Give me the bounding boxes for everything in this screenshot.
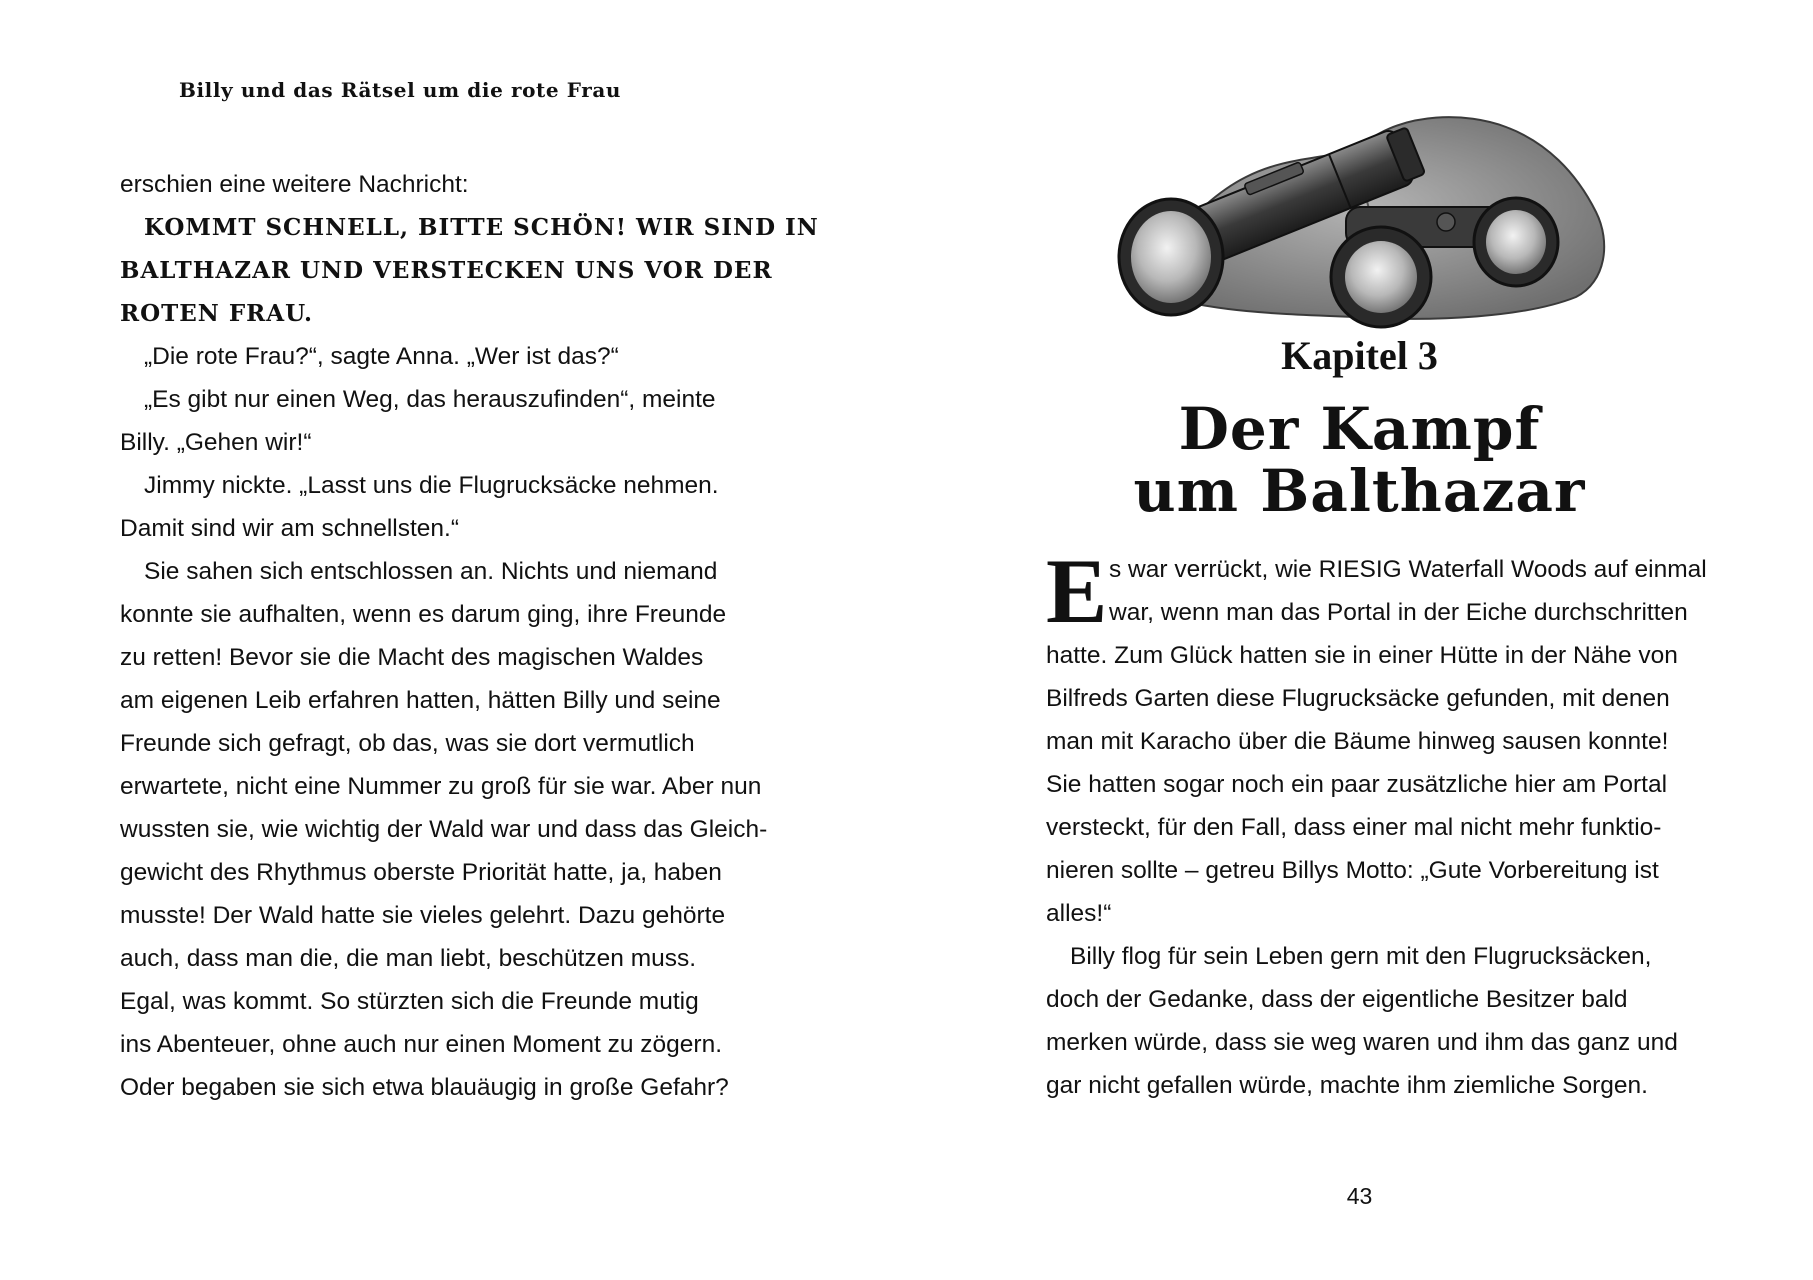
text-line: zu retten! Bevor sie die Macht des magischen Waldes [120,644,704,671]
text-line: konnte sie aufhalten, wenn es darum ging, ihre Freunde [120,601,727,628]
chapter-label: Kapitel 3 [1281,333,1438,378]
text-line: gar nicht gefallen würde, machte ihm ziemliche Sorgen. [1046,1072,1648,1099]
text-line: erschien eine weitere Nachricht: [120,171,469,198]
message-line: BALTHAZAR UND VERSTECKEN UNS VOR DER [120,257,773,284]
text-line: Bilfreds Garten diese Flugrucksäcke gefunden, mit denen [1046,685,1670,712]
drop-cap: E [1046,540,1108,642]
text-line: ins Abenteuer, ohne auch nur einen Moment zu zögern. [120,1031,723,1058]
chapter-title-line: um Balthazar [1133,457,1586,525]
text-line: Sie hatten sogar noch ein paar zusätzliche hier am Portal [1046,771,1668,798]
text-line: hatte. Zum Glück hatten sie in einer Hütte in der Nähe von [1046,642,1678,669]
text-line: Egal, was kommt. So stürzten sich die Freunde mutig [120,988,699,1015]
text-line: Freunde sich gefragt, ob das, was sie dort vermutlich [120,730,695,757]
text-line: alles!“ [1046,900,1112,927]
text-line: Jimmy nickte. „Lasst uns die Flugrucksäcke nehmen. [144,472,719,499]
text-line: „Die rote Frau?“, sagte Anna. „Wer ist das?“ [144,343,619,370]
right-body-text [1046,540,1776,1107]
text-line: s war verrückt, wie RIESIG Waterfall Woods auf einmal [1109,556,1707,583]
page-number: 43 [1346,1183,1373,1209]
flashlight-binoculars-icon [1106,82,1626,332]
text-line: Damit sind wir am schnellsten.“ [120,515,460,542]
running-head: Billy und das Rätsel um die rote Frau [178,78,622,102]
text-line: musste! Der Wald hatte sie vieles gelehrt. Dazu gehörte [120,902,726,929]
chapter-title-line: Der Kampf [1178,395,1541,463]
text-line: Sie sahen sich entschlossen an. Nichts und niemand [144,558,718,585]
text-line: Billy flog für sein Leben gern mit den Flugrucksäcken, [1070,943,1652,970]
right-page [906,0,1813,1280]
text-line: doch der Gedanke, dass der eigentliche Besitzer bald [1046,986,1628,1013]
text-line: war, wenn man das Portal in der Eiche durchschritten [1109,599,1688,626]
left-page [0,0,906,1280]
text-line: wussten sie, wie wichtig der Wald war und dass das Gleich- [120,816,768,843]
message-line: ROTEN FRAU. [120,300,314,327]
text-line: Billy. „Gehen wir!“ [120,429,312,456]
text-line: versteckt, für den Fall, dass einer mal nicht mehr funktio- [1046,814,1662,841]
left-body-text [120,163,819,1109]
text-line: „Es gibt nur einen Weg, das herauszufinden“, meinte [144,386,716,413]
text-line: merken würde, dass sie weg waren und ihm das ganz und [1046,1029,1678,1056]
text-line: nieren sollte – getreu Billys Motto: „Gute Vorbereitung ist [1046,857,1659,884]
chapter-title [906,395,1813,525]
text-line: gewicht des Rhythmus oberste Priorität hatte, ja, haben [120,859,722,886]
text-line: Oder begaben sie sich etwa blauäugig in große Gefahr? [120,1074,729,1101]
text-line: man mit Karacho über die Bäume hinweg sausen konnte! [1046,728,1669,755]
text-line: erwartete, nicht eine Nummer zu groß für sie war. Aber nun [120,773,762,800]
message-line: KOMMT SCHNELL, BITTE SCHÖN! WIR SIND IN [144,214,819,241]
text-line: auch, dass man die, die man liebt, beschützen muss. [120,945,697,972]
text-line: am eigenen Leib erfahren hatten, hätten Billy und seine [120,687,721,714]
